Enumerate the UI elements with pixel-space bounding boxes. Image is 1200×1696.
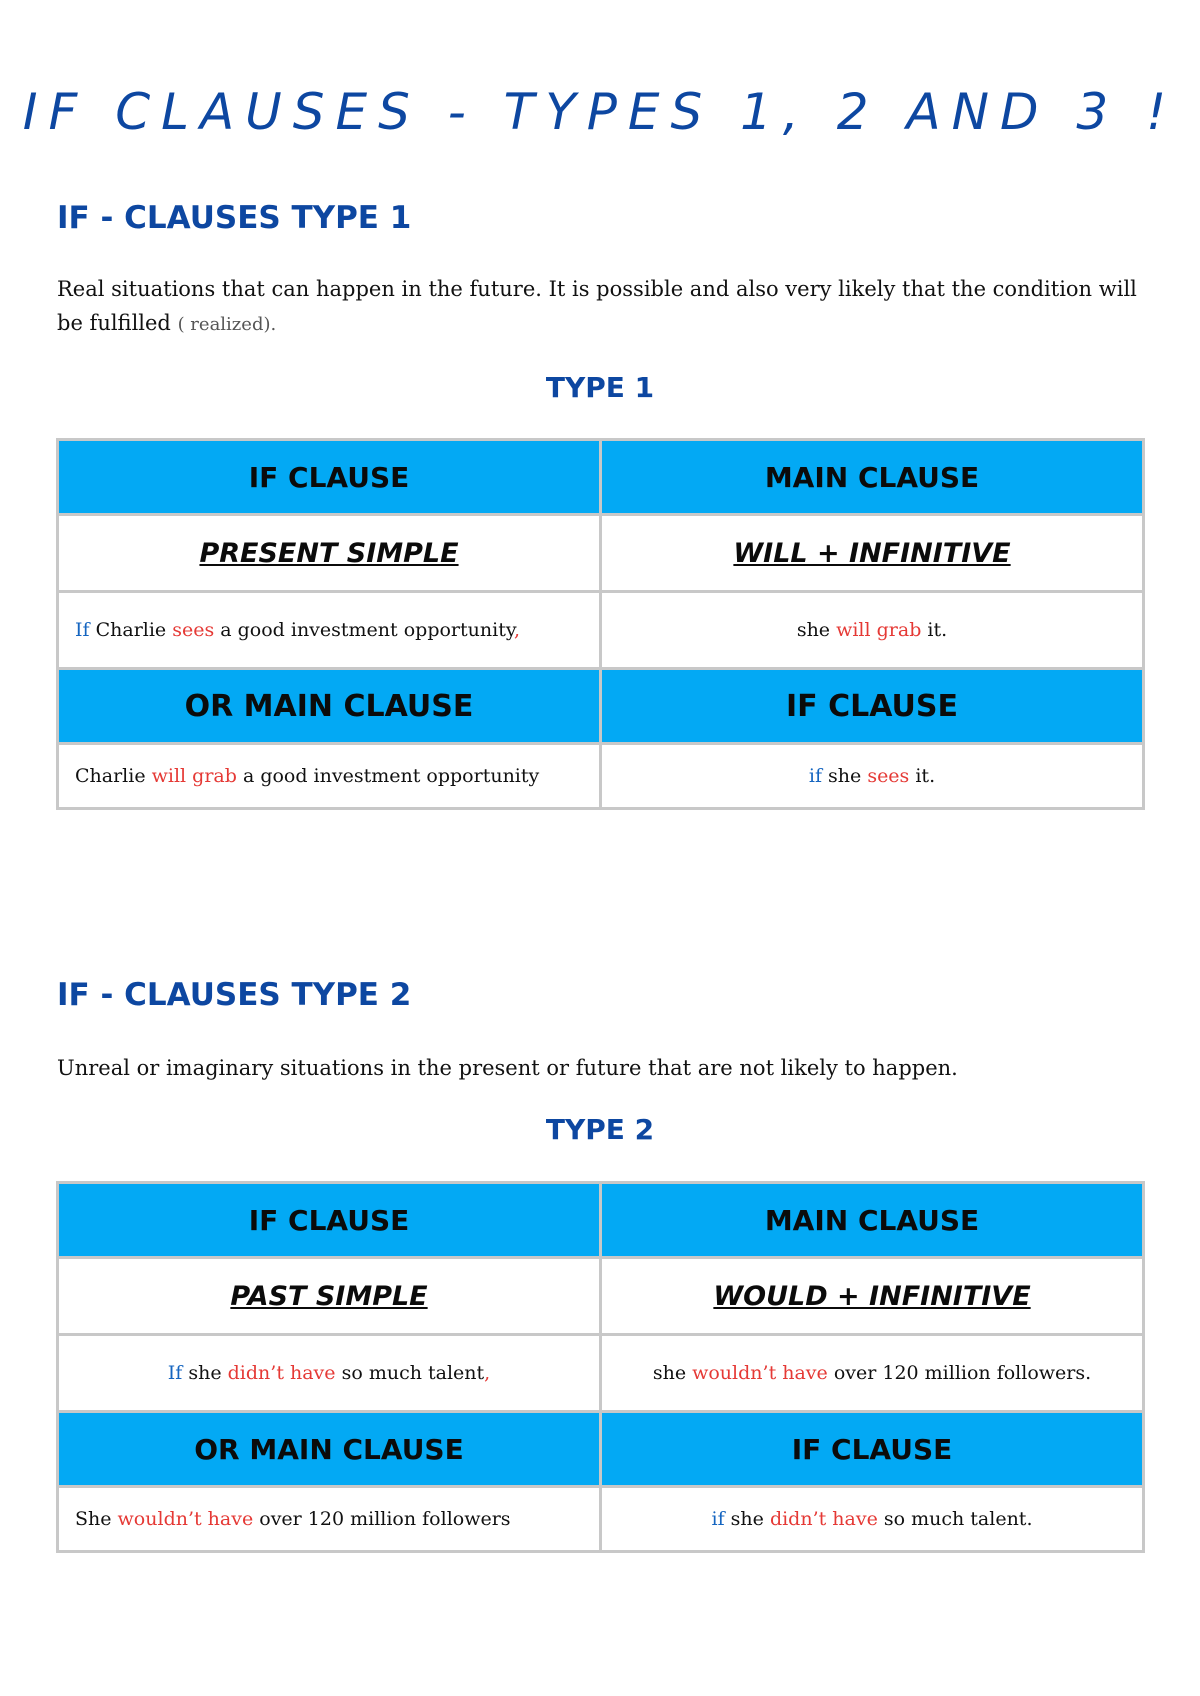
- tense-main-clause: WILL + INFINITIVE: [601, 515, 1144, 592]
- header-if-clause-alt: IF CLAUSE: [601, 669, 1144, 744]
- text-fragment: She: [75, 1508, 118, 1530]
- header-if-clause: IF CLAUSE: [58, 1183, 601, 1258]
- alt-example-row: [58, 1487, 1144, 1552]
- alt-example-if-clause: [601, 744, 1144, 809]
- tense-if-clause: PRESENT SIMPLE: [58, 515, 601, 592]
- text-fragment: she: [182, 1362, 228, 1384]
- alt-header-row: [58, 1412, 1144, 1487]
- text-fragment: didn’t have: [227, 1362, 336, 1384]
- text-fragment: she: [724, 1508, 770, 1530]
- alt-example-main-clause: [58, 744, 601, 809]
- section-heading-type-2: IF - CLAUSES TYPE 2: [57, 977, 412, 1013]
- example-main-clause: [601, 592, 1144, 669]
- example-if-clause: [58, 592, 601, 669]
- text-fragment: it.: [909, 765, 936, 787]
- header-or-main-clause: OR MAIN CLAUSE: [58, 669, 601, 744]
- text-fragment: she: [652, 1362, 693, 1384]
- text-fragment: will grab: [151, 765, 237, 787]
- text-fragment: wouldn’t have: [117, 1508, 254, 1530]
- text-fragment: she: [796, 619, 837, 641]
- text-fragment: over 120 million followers.: [827, 1362, 1092, 1384]
- header-main-clause: MAIN CLAUSE: [601, 1183, 1144, 1258]
- text-fragment: Charlie: [75, 765, 152, 787]
- section-description-type-1: [57, 272, 1157, 342]
- header-if-clause-alt: IF CLAUSE: [601, 1412, 1144, 1487]
- alt-example-main-clause: [58, 1487, 601, 1552]
- tense-if-clause: PAST SIMPLE: [58, 1258, 601, 1335]
- text-fragment: a good investment opportunity: [214, 619, 515, 641]
- type-label-2: TYPE 2: [545, 1113, 655, 1146]
- text-fragment: sees: [172, 619, 215, 641]
- table-header-row: [58, 440, 1144, 515]
- text-fragment: If: [75, 619, 90, 641]
- text-fragment: Real situations that can happen in the future. It is possible and also very likely that the condition will be fulfilled: [57, 277, 1137, 335]
- text-fragment: ,: [484, 1362, 491, 1384]
- text-fragment: wouldn’t have: [692, 1362, 828, 1384]
- example-row: [58, 592, 1144, 669]
- tense-row: [58, 515, 1144, 592]
- text-fragment: over 120 million followers: [253, 1508, 511, 1530]
- example-if-clause: [58, 1335, 601, 1412]
- text-fragment: she: [822, 765, 868, 787]
- text-fragment: if: [711, 1508, 725, 1530]
- page-title: IF CLAUSES - TYPES 1, 2 AND 3 !: [22, 83, 1178, 141]
- text-fragment: so much talent: [335, 1362, 485, 1384]
- text-fragment: didn’t have: [769, 1508, 878, 1530]
- text-fragment: a good investment opportunity: [236, 765, 540, 787]
- clause-table-type-1: [56, 438, 1145, 810]
- text-fragment: so much talent.: [877, 1508, 1033, 1530]
- text-fragment: will grab: [836, 619, 922, 641]
- header-if-clause: IF CLAUSE: [58, 440, 601, 515]
- alt-header-row: [58, 669, 1144, 744]
- tense-row: [58, 1258, 1144, 1335]
- example-row: [58, 1335, 1144, 1412]
- type-label-1: TYPE 1: [545, 371, 655, 404]
- section-description-type-2: Unreal or imaginary situations in the present or future that are not likely to happen.: [57, 1056, 958, 1080]
- example-main-clause: [601, 1335, 1144, 1412]
- section-heading-type-1: IF - CLAUSES TYPE 1: [57, 200, 412, 236]
- text-fragment: sees: [867, 765, 910, 787]
- text-fragment: if: [808, 765, 822, 787]
- header-main-clause: MAIN CLAUSE: [601, 440, 1144, 515]
- header-or-main-clause: OR MAIN CLAUSE: [58, 1412, 601, 1487]
- alt-example-row: [58, 744, 1144, 809]
- text-fragment: Charlie: [89, 619, 173, 641]
- description-note: ( realized).: [177, 314, 277, 335]
- alt-example-if-clause: [601, 1487, 1144, 1552]
- text-fragment: it.: [921, 619, 948, 641]
- text-fragment: ,: [514, 619, 521, 641]
- clause-table-type-2: [56, 1181, 1145, 1553]
- tense-main-clause: WOULD + INFINITIVE: [601, 1258, 1144, 1335]
- table-header-row: [58, 1183, 1144, 1258]
- text-fragment: If: [167, 1362, 183, 1384]
